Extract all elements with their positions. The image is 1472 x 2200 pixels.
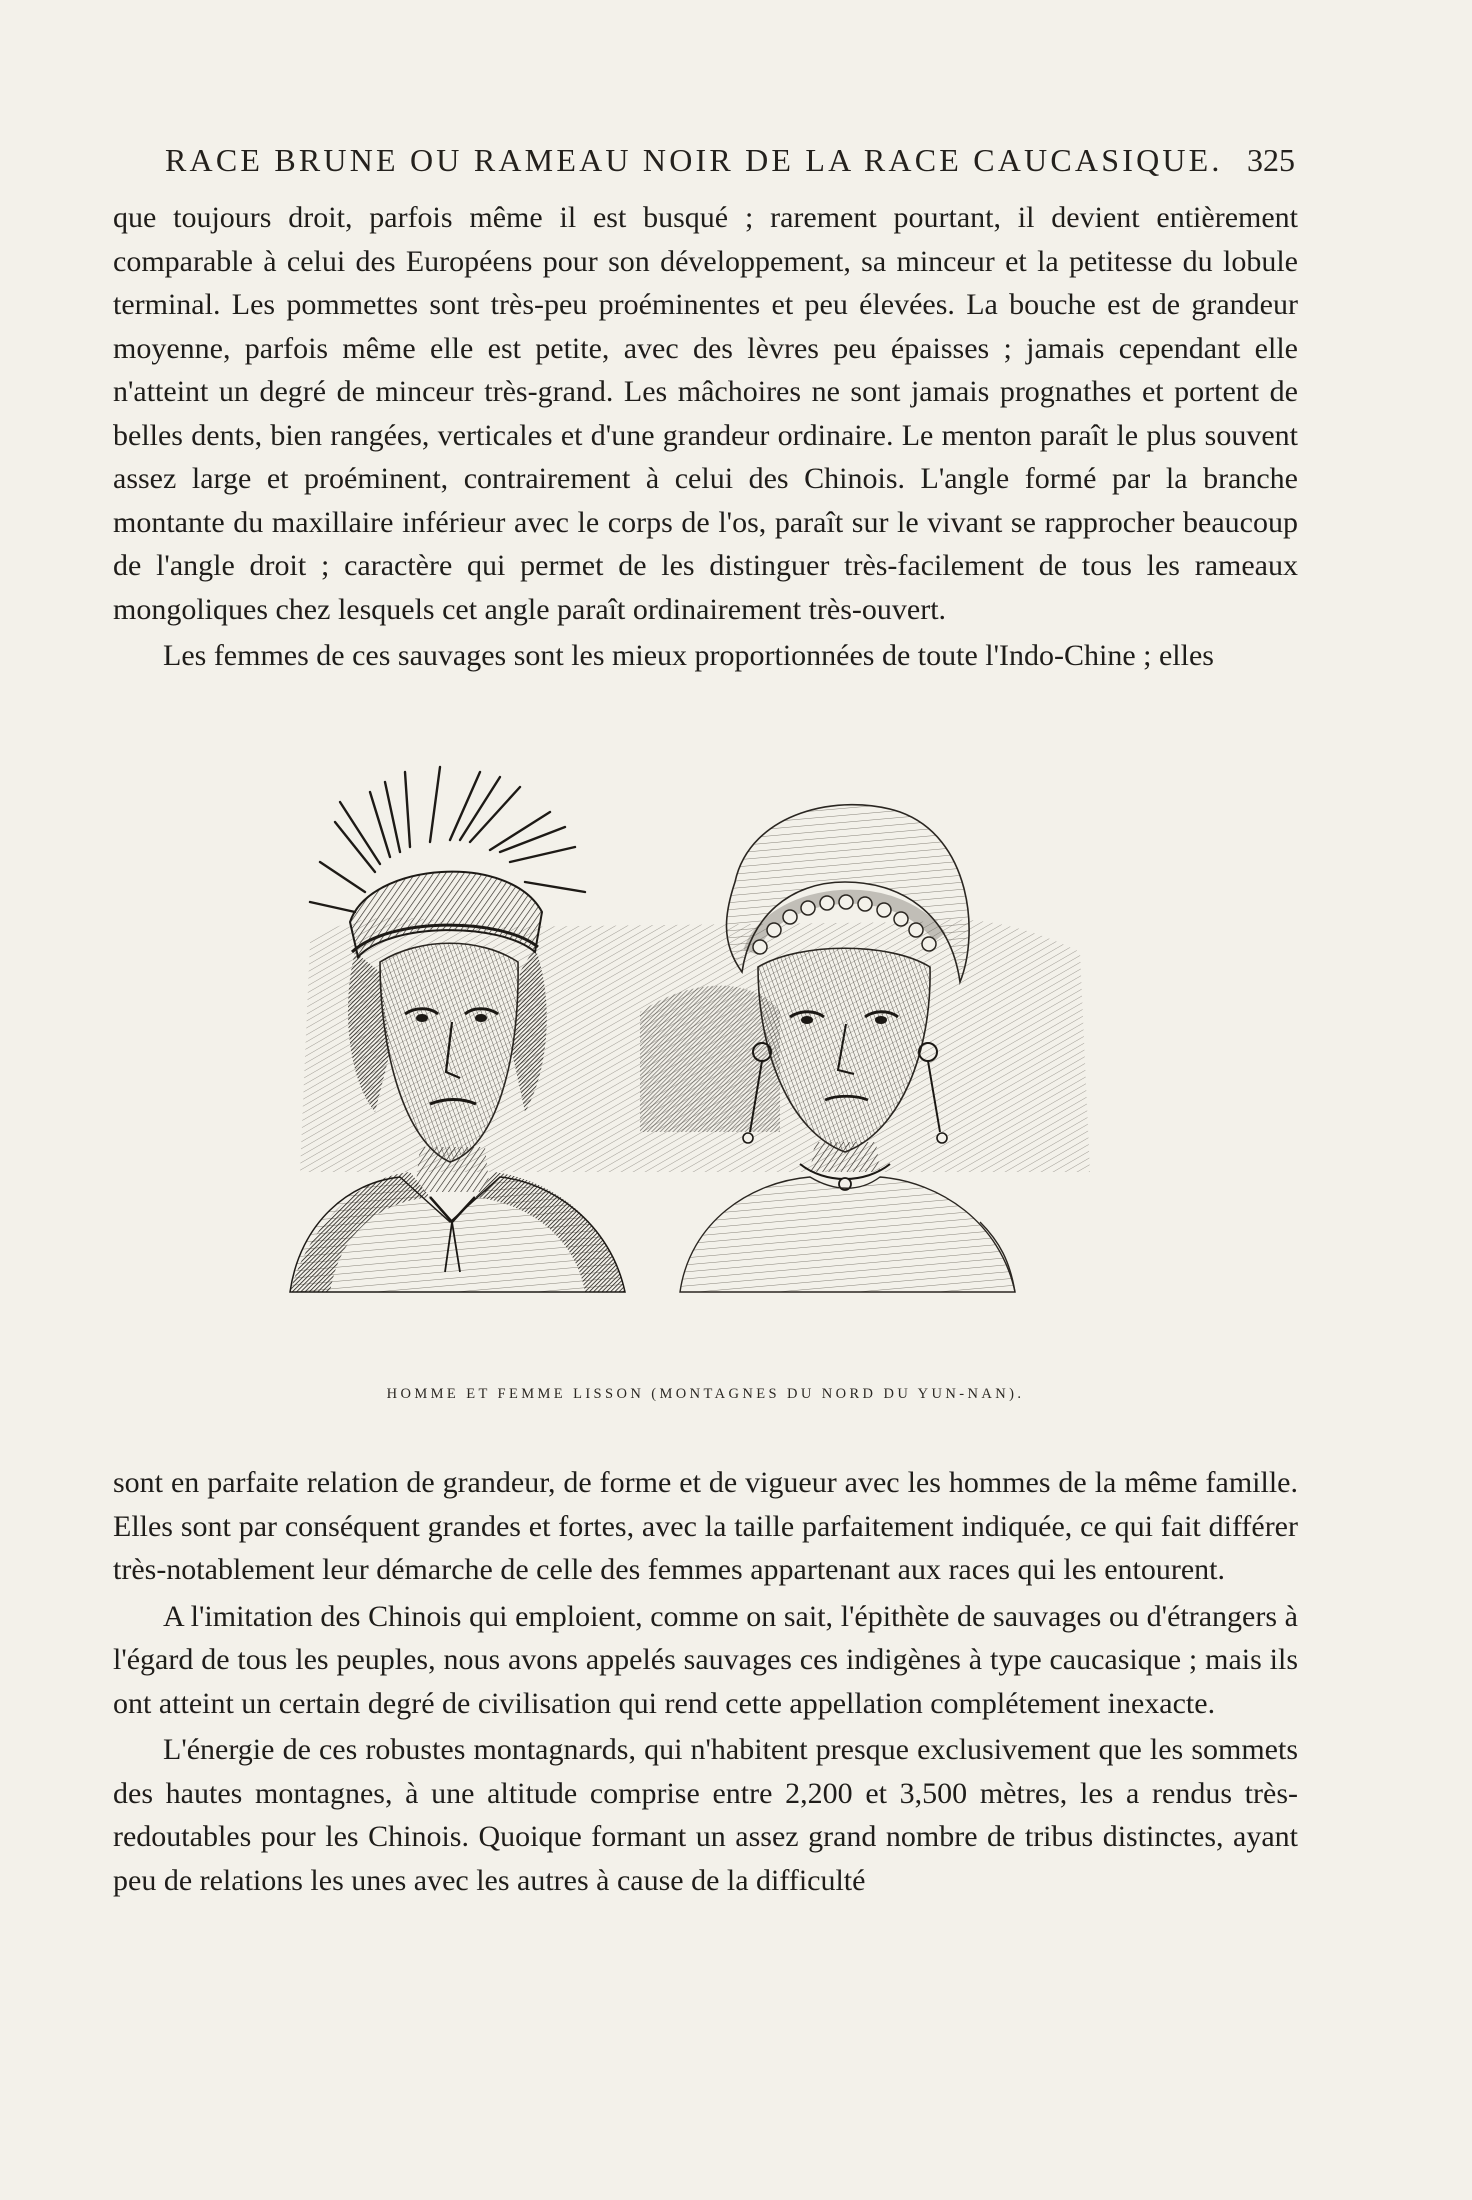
text-block-top [113, 196, 1298, 678]
page-number: 325 [1247, 142, 1295, 178]
figure-caption: HOMME ET FEMME LISSON (MONTAGNES DU NORD DU YUN-NAN). [386, 1386, 1025, 1402]
engraving-illustration [280, 752, 1100, 1302]
text-block-bottom [113, 1461, 1298, 1902]
running-header [113, 138, 1303, 182]
paragraph-women: Les femmes de ces sauvages sont les mieux proportionnées de toute l'Indo-Chine ; elles [163, 639, 1214, 672]
paragraph-continuation: que toujours droit, parfois même il est busqué ; rarement pourtant, il devient entièrement comparable à celui des Européens pour son développement, sa minceur et la petitesse du lobule terminal. Les pommettes sont très-peu proéminentes et peu élevées. La bouche est de grandeur moyenne, parfois même elle est petite, avec des lèvres peu épaisses ; jamais cependant elle n'atteint un degré de minceur très-grand. Les mâchoires ne sont jamais prognathes et portent de belles dents, bien rangées, verticales et d'une grandeur ordinaire. Le menton paraît le plus souvent assez large et proéminent, contrairement à celui des Chinois. L'angle formé par la branche montante du maxillaire inférieur avec le corps de l'os, paraît sur le vivant se rapprocher beaucoup de l'angle droit ; caractère qui permet de les distinguer très-facilement de tous les rameaux mongoliques chez lesquels cet angle paraît ordinairement très-ouvert. [113, 201, 1298, 626]
paragraph-energy: L'énergie de ces robustes montagnards, qui n'habitent presque exclusivement que les sommets des hautes montagnes, à une altitude comprise entre 2,200 et 3,500 mètres, les a rendus très-redoutables pour les Chinois. Quoique formant un assez grand nombre de tribus distinctes, ayant peu de relations les unes avec les autres à cause de la difficulté [113, 1733, 1298, 1897]
paragraph-imitation: A l'imitation des Chinois qui emploient, comme on sait, l'épithète de sauvages ou d'étrangers à l'égard de tous les peuples, nous avons appelés sauvages ces indigènes à type caucasique ; mais ils ont atteint un certain degré de civilisation qui rend cette appellation complétement inexacte. [113, 1599, 1298, 1720]
running-title: RACE BRUNE OU RAMEAU NOIR DE LA RACE CAUCASIQUE. [165, 142, 1223, 178]
paragraph-proportion: sont en parfaite relation de grandeur, de forme et de vigueur avec les hommes de la même famille. Elles sont par conséquent grandes et fortes, avec la taille parfaitement indiquée, ce qui fait différer très-notablement leur démarche de celle des femmes appartenant aux races qui les entourent. [113, 1466, 1298, 1586]
engraving-image [280, 752, 1100, 1302]
